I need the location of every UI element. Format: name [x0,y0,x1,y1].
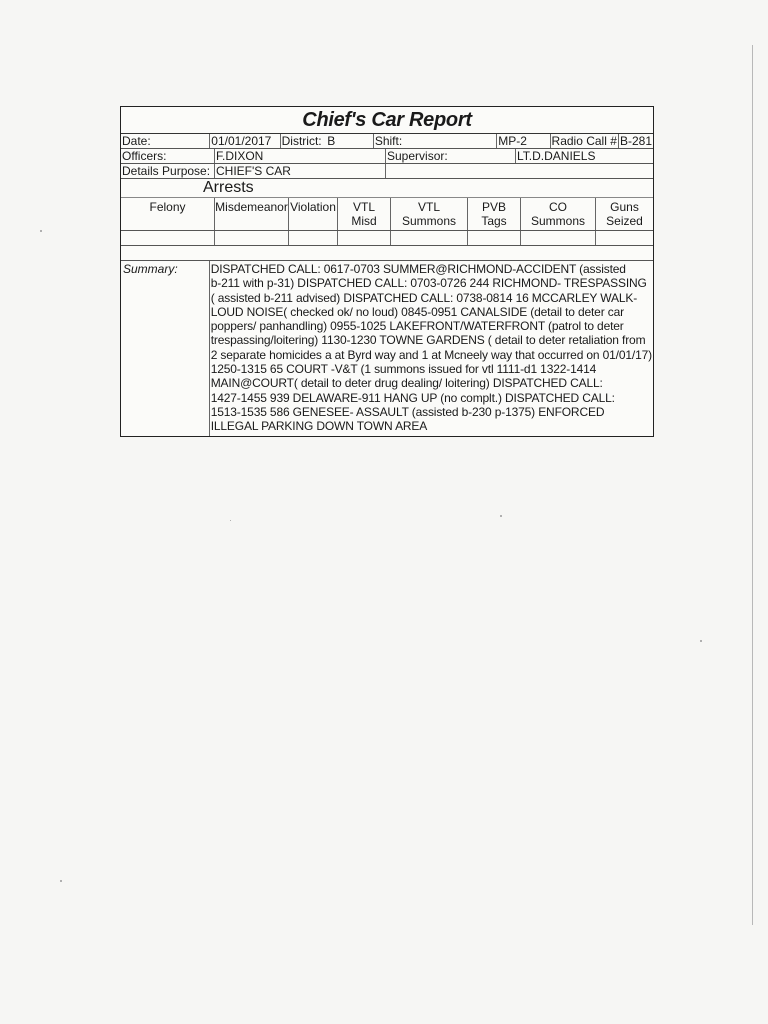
arrests-title-row [121,179,653,198]
co-summons-header: CO Summons [521,198,596,230]
summary-line: ( assisted b-211 advised) DISPATCHED CALL: 0738-0814 16 MCCARLEY WALK- [210,290,638,305]
district-value: B [326,134,374,148]
summary-line: 2 separate homicides a at Byrd way and 1 at Mcneely way that occurred on 01/01/17) [210,347,652,362]
vtl-misd-value [338,231,391,245]
vtl-misd-header: VTL Misd [338,198,391,230]
summary-line: DISPATCHED CALL: 0617-0703 SUMMER@RICHMOND-ACCIDENT (assisted [210,262,626,276]
scan-speck [700,640,702,642]
spacer-row [121,246,653,261]
officers-label: Officers: [121,149,215,163]
vtl-summons-header: VTL Summons [391,198,468,230]
arrests-header-row [121,198,653,231]
shift-label: Shift: [374,134,497,148]
misdemeanor-header: Misdemeanor [215,198,289,230]
summary-line: 1513-1535 586 GENESEE- ASSAULT (assisted b-230 p-1375) ENFORCED [210,404,605,419]
co-summons-value [521,231,596,245]
date-label: Date: [121,134,210,148]
chiefs-car-report-form [120,106,654,437]
summary-line: b-211 with p-31) DISPATCHED CALL: 0703-0726 244 RICHMOND- TRESPASSING [210,276,647,291]
date-value: 01/01/2017 [210,134,280,148]
summary-label: Summary: [121,261,210,436]
supervisor-label: Supervisor: [386,149,516,163]
pvb-tags-header: PVB Tags [468,198,521,230]
misdemeanor-value [215,231,289,245]
arrests-title: Arrests [203,179,254,196]
scan-speck [40,230,42,232]
shift-value: MP-2 [497,134,550,148]
summary-text [210,261,653,436]
scan-speck [500,515,502,517]
scan-speck [60,880,62,882]
officers-row [121,149,653,164]
radio-call-label: Radio Call # [551,134,619,148]
purpose-label: Details Purpose: [121,164,215,178]
purpose-row [121,164,653,179]
summary-line: poppers/ panhandling) 0955-1025 LAKEFRONT/WATERFRONT (patrol to deter [210,319,624,334]
supervisor-value: LT.D.DANIELS [517,149,596,163]
violation-value [289,231,338,245]
scan-speck [230,520,231,521]
summary-line: ILLEGAL PARKING DOWN TOWN AREA [210,419,428,434]
violation-header: Violation [289,198,338,230]
felony-value [121,231,215,245]
summary-line: LOUD NOISE( checked ok/ no loud) 0845-0951 CANALSIDE (detail to deter car [210,304,624,319]
purpose-value: CHIEF'S CAR [215,164,386,178]
guns-seized-header: Guns Seized [606,200,643,228]
district-label: District: [281,134,322,148]
scan-edge-line [752,45,753,925]
arrests-value-row [121,231,653,246]
vtl-summons-value [391,231,468,245]
purpose-blank [386,164,653,178]
guns-seized-value [596,231,653,245]
summary-line: MAIN@COURT( detail to deter drug dealing/ loitering) DISPATCHED CALL: [210,376,603,391]
officers-value: F.DIXON [215,149,386,163]
summary-line: trespassing/loitering) 1130-1230 TOWNE GARDENS ( detail to deter retaliation from [210,333,646,348]
pvb-tags-value [468,231,521,245]
summary-line: 1427-1455 939 DELAWARE-911 HANG UP (no complt.) DISPATCHED CALL: [210,390,615,405]
summary-row [121,261,653,436]
radio-call-value: B-281 [619,134,652,148]
summary-line: 1250-1315 65 COURT -V&T (1 summons issued for vtl 1111-d1 1322-1414 [210,362,597,377]
felony-header: Felony [121,198,215,230]
date-row [121,134,653,149]
report-title: Chief's Car Report [121,107,653,134]
